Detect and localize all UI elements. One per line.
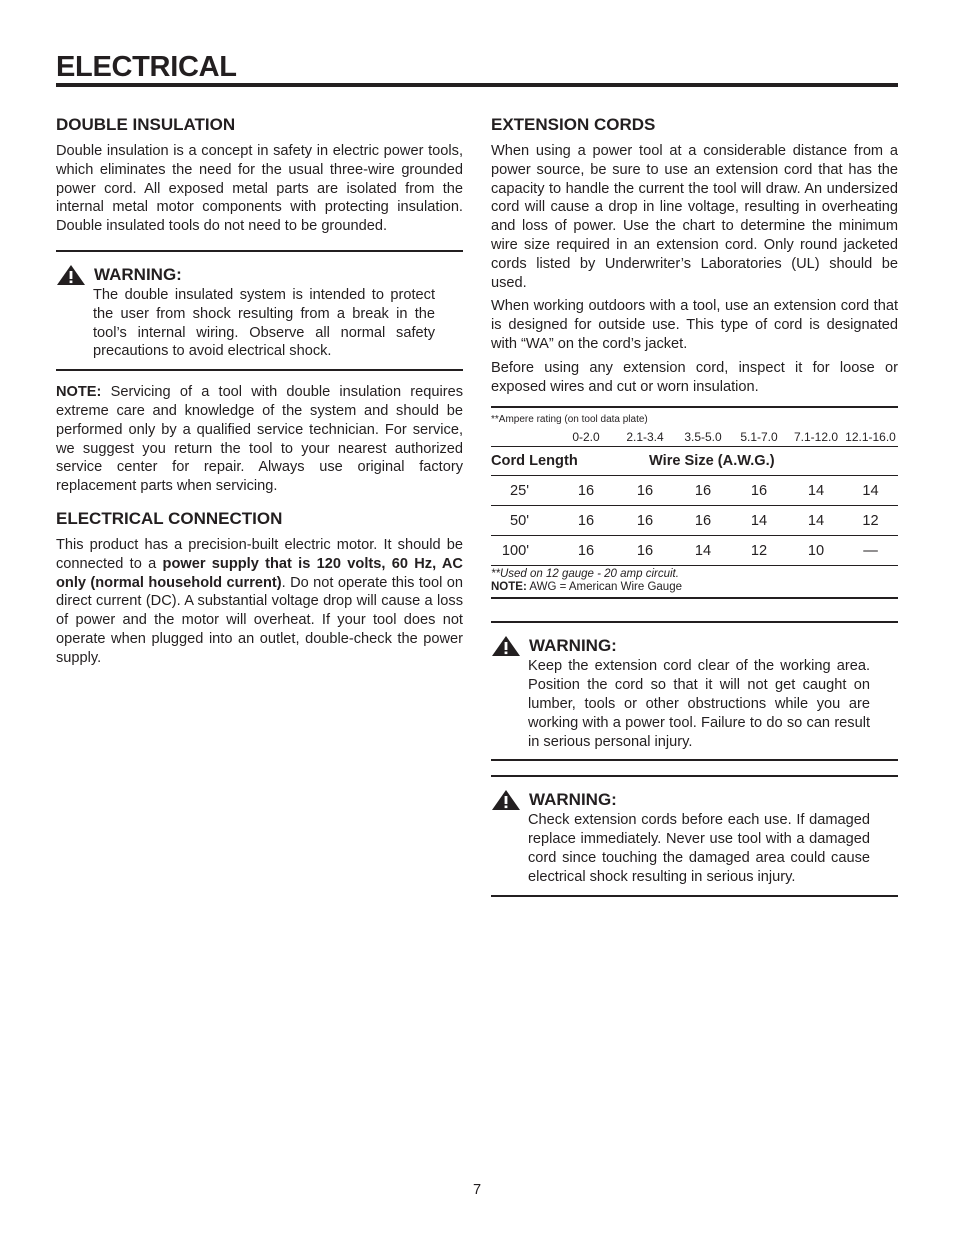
warning-text: The double insulated system is intended to protect the user from shock resulting from a break in the tool’s internal wiring. Observe all normal safety precautions to avoid electrical shock. — [93, 286, 435, 360]
double-insulation-heading: DOUBLE INSULATION — [56, 115, 236, 134]
page-number: 7 — [472, 1182, 482, 1198]
cord-length-cell: 100' — [501, 542, 529, 559]
wire-size-cell: 16 — [694, 512, 712, 529]
table-row — [491, 476, 898, 506]
warning-label: WARNING: — [529, 790, 617, 810]
title-rule — [56, 83, 898, 87]
warning-triangle-icon — [56, 264, 86, 286]
table-footnote: **Used on 12 gauge - 20 amp circuit. — [491, 568, 679, 581]
wire-size-header: Wire Size (A.W.G.) — [649, 453, 775, 470]
ampere-rating-note: **Ampere rating (on tool data plate) — [491, 414, 648, 426]
double-insulation-text: Double insulation is a concept in safety in electric power tools, which eliminates the need for the usual three-wire grounded power cord. All exposed metal parts are isolated from the internal metal motor components with protecting insulation. Double insulated tools do not need to be grounded. — [56, 143, 463, 235]
wire-size-cell: 12 — [750, 542, 768, 559]
wire-size-cell: 14 — [807, 512, 825, 529]
extension-cords-p2: When working outdoors with a tool, use an extension cord that is designed for outside use. This type of cord is designated with “WA” on the cord’s jacket. — [491, 298, 898, 352]
wire-size-cell: 10 — [807, 542, 825, 559]
warning-text: Check extension cords before each use. If damaged replace immediately. Never use tool with a damaged cord since touching the damaged area could cause electrical shock resulting in serious injury. — [528, 812, 870, 885]
note-label: NOTE: — [56, 384, 102, 401]
cord-length-cell: 50' — [509, 512, 529, 529]
left-column — [56, 114, 463, 668]
wire-size-cell: 16 — [577, 542, 595, 559]
amp-range: 2.1-3.4 — [626, 430, 664, 445]
warning-box-cord-clear — [491, 621, 898, 761]
wire-size-cell: 16 — [636, 482, 654, 499]
warning-triangle-icon — [491, 635, 521, 657]
wire-size-cell: 16 — [577, 512, 595, 529]
page-title: ELECTRICAL — [56, 51, 237, 83]
warning-box-check-cords — [491, 775, 898, 896]
wire-size-cell: 14 — [694, 542, 712, 559]
right-column — [491, 114, 898, 897]
ampere-range-row — [491, 428, 898, 446]
wire-size-cell: 14 — [750, 512, 768, 529]
connection-text-before: This product has a precision-built electric motor. It should be connected to a — [56, 536, 463, 572]
connection-text-bold: power supply that is 120 volts, 60 Hz, AC only (normal household current) — [56, 555, 463, 591]
table-row — [491, 536, 898, 566]
amp-range: 5.1-7.0 — [740, 430, 778, 445]
wire-size-cell: 16 — [577, 482, 595, 499]
warning-label: WARNING: — [94, 264, 182, 284]
electrical-connection-text — [56, 536, 463, 668]
amp-range: 3.5-5.0 — [684, 430, 722, 445]
wire-size-cell: 14 — [807, 482, 825, 499]
wire-size-cell: 16 — [636, 512, 654, 529]
cord-length-header: Cord Length — [491, 453, 578, 470]
awg-note — [491, 581, 898, 593]
amp-range: 7.1-12.0 — [793, 430, 839, 445]
amp-range: 0-2.0 — [572, 430, 600, 445]
table-header-row — [491, 446, 898, 476]
wire-size-cell: 14 — [862, 482, 879, 499]
extension-cords-p1: When using a power tool at a considerable distance from a power source, be sure to use an extension cord that has the capacity to handle the current the tool will draw. An undersized cord will cause a drop in line voltage, resulting in overheating and loss of power. Use the chart to determine the minimum wire size required in an extension cord. Only round jacketed cords listed by Underwriter’s Laboratories (UL) should be used. — [491, 143, 898, 291]
note-text: Servicing of a tool with double insulation requires extreme care and knowledge of the system and should be performed only by a qualified service technician. For service, we suggest you return the tool to your nearest authorized service center for repair. Always use original factory replacement parts when servicing. — [56, 384, 463, 495]
awg-note-text: AWG = American Wire Gauge — [526, 581, 682, 594]
cord-length-cell: 25' — [509, 482, 529, 499]
warning-box-double-insulation — [56, 250, 463, 371]
wire-size-cell: 16 — [750, 482, 768, 499]
wire-size-cell: 16 — [636, 542, 654, 559]
warning-triangle-icon — [491, 789, 521, 811]
wire-size-cell: 16 — [694, 482, 712, 499]
awg-note-label: NOTE: — [491, 581, 527, 594]
warning-text: Keep the extension cord clear of the working area. Position the cord so that it will not get caught on lumber, tools or other obstructions while you are working with a power tool. Failure to do so can result in serious personal injury. — [528, 658, 870, 750]
service-note — [56, 383, 463, 496]
wire-size-cell: 12 — [862, 512, 879, 529]
amp-range: 12.1-16.0 — [845, 430, 896, 445]
extension-cords-p3: Before using any extension cord, inspect it for loose or exposed wires and cut or worn insulation. — [491, 359, 898, 395]
electrical-connection-heading: ELECTRICAL CONNECTION — [56, 508, 283, 528]
extension-cords-heading: EXTENSION CORDS — [491, 115, 656, 134]
table-row — [491, 506, 898, 536]
connection-text-after: . Do not operate this tool on direct current (DC). A substantial voltage drop will cause a loss of power and the motor will overheat. If your tool does not operate when plugged into an outlet, double-check the power supply. — [56, 574, 464, 666]
extension-cord-table — [491, 406, 898, 599]
wire-size-cell: — — [863, 542, 878, 559]
warning-label: WARNING: — [529, 636, 617, 656]
